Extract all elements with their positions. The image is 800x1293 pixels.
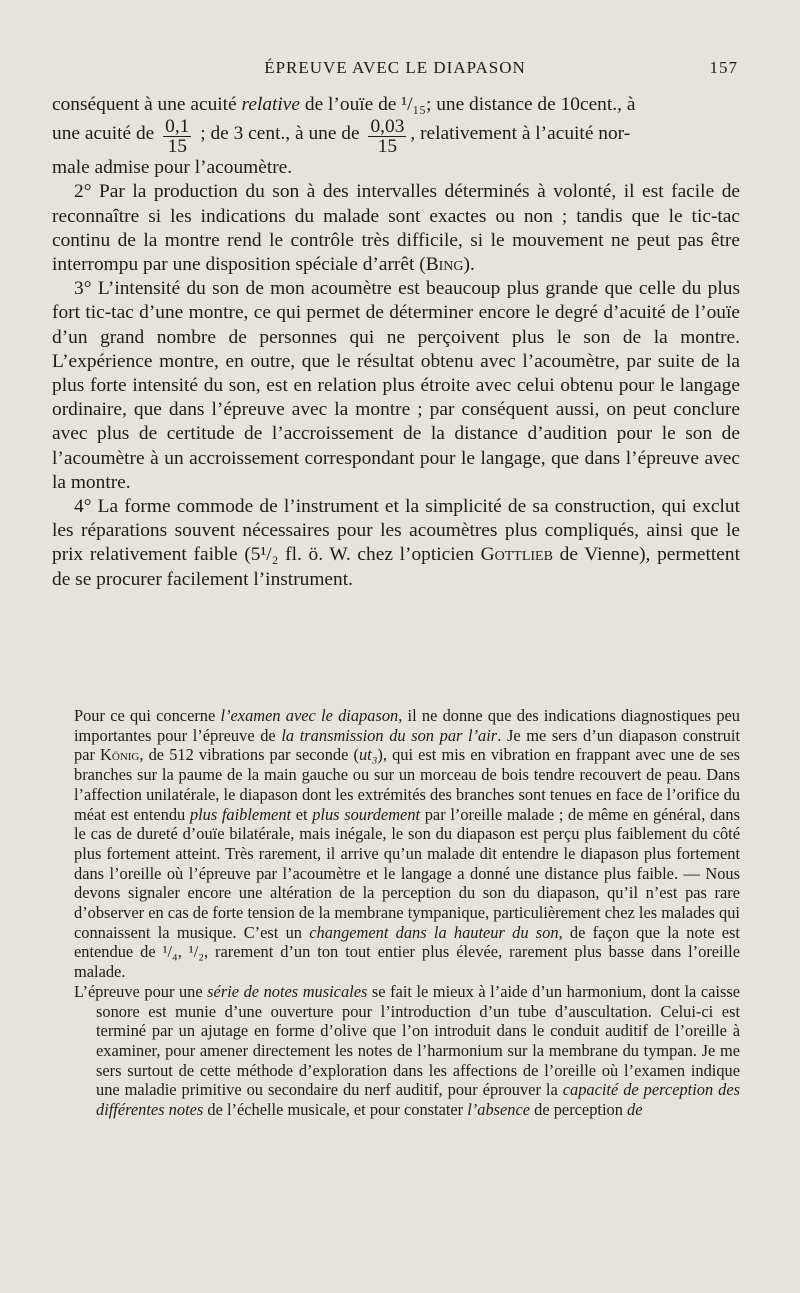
paragraph-2: 2° Par la production du son à des intervalles déterminés à volonté, il est facile de reconnaître si les indications du malade sont exactes ou non ; tandis que le tic-tac continu de la montre rend le contrôle très difficile, si le mouvement ne peut pas être interrompu par une disposition spéciale d’arrêt (Bing). <box>52 181 740 276</box>
main-text <box>52 93 740 592</box>
running-title: ÉPREUVE AVEC LE DIAPASON <box>264 58 526 77</box>
paragraph-3: 3° L’intensité du son de mon acoumètre est beaucoup plus grande que celle du plus fort tic-tac d’une montre, ce qui permet de déterminer encore le degré d’acuité de l’ouïe d’un grand nombre de personnes qui ne perçoivent plus le son de la montre. L’expérience montre, en outre, que le résultat obtenu avec l’acoumètre, par suite de la plus forte intensité du son, est en relation plus étroite avec celui obtenu pour le langage ordinaire, que dans l’épreuve avec la montre ; par conséquent aussi, on peut conclure avec plus de certitude de l’accroissement de la distance d’audition pour le son de l’acoumètre à un accroissement correspondant pour le langage, que dans l’épreuve avec la montre. <box>52 278 740 493</box>
small-paragraph-harmonium: L’épreuve pour une série de notes musicales se fait le mieux à l’aide d’un harmonium, dont la caisse sonore est munie d’une ouverture pour l’introduction d’un tube d’auscultation. Celui-ci est terminé par un ajutage en forme d’olive que l’on introduit dans le conduit auditif de l’oreille à examiner, pour amener directement les notes de l’harmonium sur la membrane du tympan. Je me sers surtout de cette méthode d’exploration dans les affections de l’oreille où l’examen indique une maladie primitive ou secondaire du nerf auditif, pour éprouver la capacité de perception des différentes notes de l’échelle musicale, et pour constater l’absence de perception de <box>74 981 741 1120</box>
fraction: $\frac{0,1}{15}$ <box>165 116 190 158</box>
paragraph-continued: conséquent à une acuité relative de l’ouïe de ¹/₁₅; une distance de 10cent., à une acuité de $\frac{0,1}{15}$ ; de 3 cent., à une de $\frac{0,03}{15}$ , relativement à l’acuité nor- male admise pour l’acoumètre. <box>52 94 636 179</box>
paragraph-4: 4° La forme commode de l’instrument et la simplicité de sa construction, qui exclut les réparations souvent nécessaires pour les acoumètres plus compliqués, ainsi que le prix relativement faible (5¹/₂ fl. ö. W. chez l’opticien Gottlieb de Vienne), permettent de se procurer facilement l’instrument. <box>52 496 740 590</box>
fraction: $\frac{0,03}{15}$ <box>370 116 405 158</box>
running-head <box>52 58 738 82</box>
page-number: 157 <box>709 58 738 77</box>
small-paragraph-diapason: Pour ce qui concerne l’examen avec le diapason, il ne donne que des indications diagnostiques peu importantes pour l’épreuve de la transmission du son par l’air. Je me sers d’un diapason construit par König, de 512 vibrations par seconde (ut₃), qui est mis en vibration en frappant avec une de ses branches sur la paume de la main gauche ou sur un morceau de bois tendre recouvert de peau. Dans l’affection unilatérale, le diapason dont les extrémités des branches sont tenues en face de l’orifice du méat est entendu plus faiblement et plus sourdement par l’oreille malade ; de même en général, dans le cas de dureté d’ouïe bilatérale, mais inégale, le son du diapason est perçu plus faiblement du côté plus fortement atteint. Très rarement, il arrive qu’un malade dit entendre le diapason plus fortement dans l’oreille où l’épreuve par l’acoumètre et le langage a donné une distance plus faible. — Nous devons signaler encore une altération de la perception du son du diapason, qu’il n’est pas rare d’observer en cas de forte tension de la membrane tympanique, particulièrement chez les malades qui connaissent la musique. C’est un changement dans la hauteur du son, de façon que la note est entendue de ¹/₄, ¹/₂, rarement d’un ton tout entier plus élevée, rarement plus basse dans l’oreille malade. <box>74 706 741 982</box>
small-print-text <box>74 706 740 1120</box>
